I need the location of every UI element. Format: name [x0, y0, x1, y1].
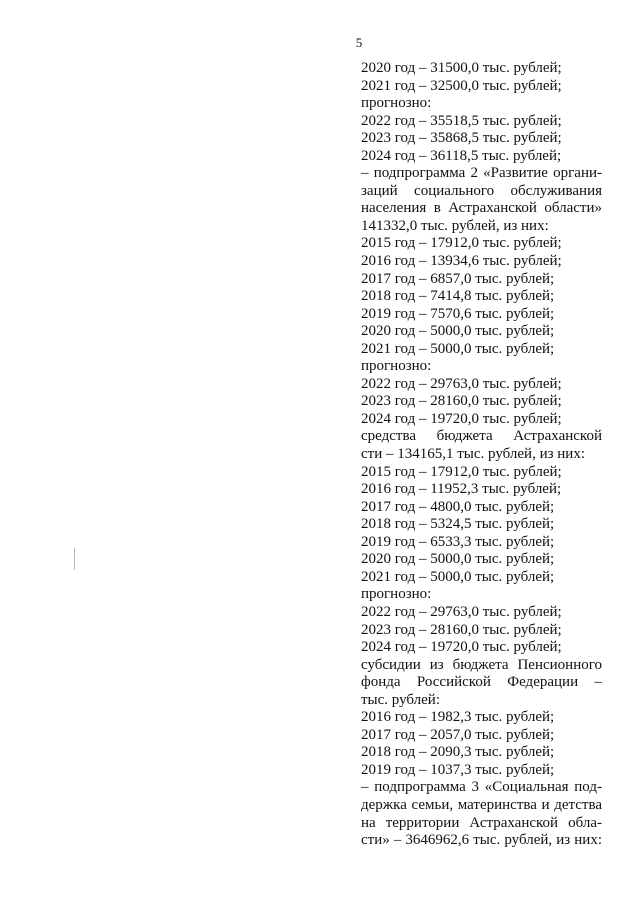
scan-margin-mark	[74, 548, 75, 570]
text-line: прогнозно:	[361, 95, 432, 112]
text-line: прогнозно:	[361, 358, 432, 375]
text-line: 2016 год – 13934,6 тыс. рублей;	[361, 253, 562, 270]
text-line: 2016 год – 11952,3 тыс. рублей;	[361, 481, 562, 498]
text-line: 2023 год – 28160,0 тыс. рублей;	[361, 393, 562, 410]
text-line: 2019 год – 6533,3 тыс. рублей;	[361, 533, 555, 550]
text-line: прогнозно:	[361, 586, 432, 603]
text-line: населения в Астраханской области»	[361, 200, 602, 217]
text-line: 2022 год – 35518,5 тыс. рублей;	[361, 112, 562, 129]
text-line: 2019 год – 1037,3 тыс. рублей;	[361, 761, 555, 778]
text-line: 2023 год – 28160,0 тыс. рублей;	[361, 621, 562, 638]
text-line: фонда Российской Федерации –	[361, 674, 602, 691]
text-line: 2016 год – 1982,3 тыс. рублей;	[361, 709, 555, 726]
text-line: средства бюджета Астраханской	[361, 428, 602, 445]
text-line: сти – 134165,1 тыс. рублей, из них:	[361, 446, 585, 463]
text-line: 2018 год – 2090,3 тыс. рублей;	[361, 744, 555, 761]
text-line: 2021 год – 32500,0 тыс. рублей;	[361, 77, 562, 94]
text-line: 2024 год – 19720,0 тыс. рублей;	[361, 639, 562, 656]
text-line: тыс. рублей:	[361, 691, 440, 708]
text-line: 2017 год – 6857,0 тыс. рублей;	[361, 270, 555, 287]
text-line: 2024 год – 36118,5 тыс. рублей;	[361, 147, 562, 164]
text-line: 2021 год – 5000,0 тыс. рублей;	[361, 568, 555, 585]
text-line: 2021 год – 5000,0 тыс. рублей;	[361, 340, 555, 357]
text-line: – подпрограмма 2 «Развитие органи-	[361, 165, 602, 182]
page-number: 5	[355, 35, 363, 50]
text-line: 2018 год – 7414,8 тыс. рублей;	[361, 288, 555, 305]
text-line: 2020 год – 5000,0 тыс. рублей;	[361, 551, 555, 568]
text-line: 2017 год – 4800,0 тыс. рублей;	[361, 498, 555, 515]
text-line: 141332,0 тыс. рублей, из них:	[361, 217, 549, 234]
text-line: 2020 год – 31500,0 тыс. рублей;	[361, 60, 562, 76]
text-column	[361, 60, 602, 850]
text-line: 2020 год – 5000,0 тыс. рублей;	[361, 323, 555, 340]
text-line: 2024 год – 19720,0 тыс. рублей;	[361, 410, 562, 427]
text-line: 2023 год – 35868,5 тыс. рублей;	[361, 130, 562, 147]
text-line: 2015 год – 17912,0 тыс. рублей;	[361, 463, 562, 480]
text-line: 2018 год – 5324,5 тыс. рублей;	[361, 516, 555, 533]
text-line: сти» – 3646962,6 тыс. рублей, из них:	[361, 832, 602, 849]
text-line: – подпрограмма 3 «Социальная под-	[361, 779, 602, 796]
text-line: 2015 год – 17912,0 тыс. рублей;	[361, 235, 562, 252]
text-line: на территории Астраханской обла-	[361, 814, 602, 831]
text-line: 2019 год – 7570,6 тыс. рублей;	[361, 305, 555, 322]
text-line: 2022 год – 29763,0 тыс. рублей;	[361, 375, 562, 392]
text-line: заций социального обслуживания	[361, 182, 602, 199]
text-line: 2022 год – 29763,0 тыс. рублей;	[361, 603, 562, 620]
text-line: держка семьи, материнства и детства	[361, 796, 602, 813]
text-line: 2017 год – 2057,0 тыс. рублей;	[361, 726, 555, 743]
text-line: субсидии из бюджета Пенсионного	[361, 656, 602, 673]
